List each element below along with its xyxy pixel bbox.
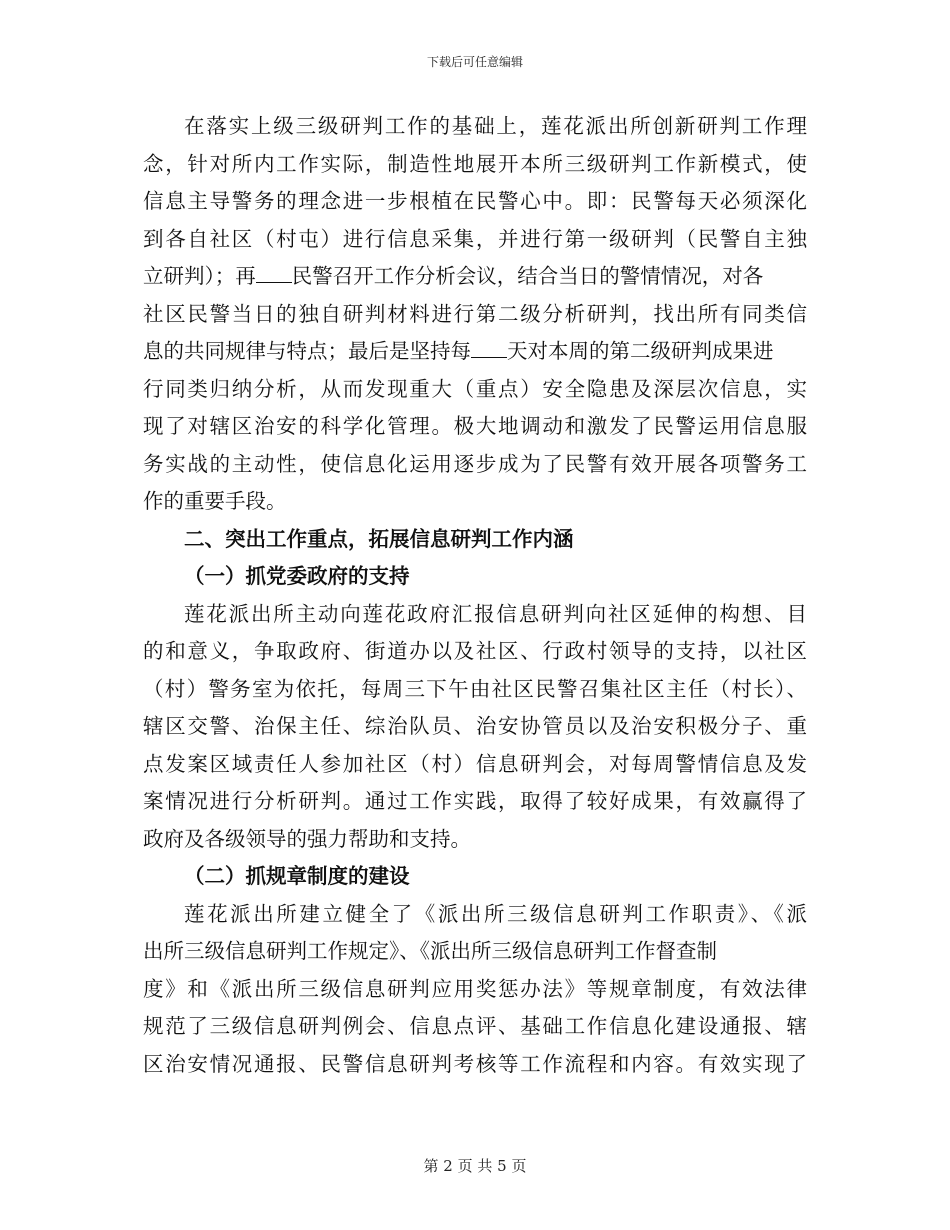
paragraph-line: 信息主导警务的理念进一步根植在民警心中。即：民警每天必须深化 <box>143 189 807 213</box>
section-heading: 二、突出工作重点，拓展信息研判工作内涵 <box>184 526 574 551</box>
subsection-heading: （一）抓党委政府的支持 <box>184 564 410 588</box>
line-text: 民警召开工作分析会议，结合当日的警情情况，对各 <box>291 264 764 288</box>
subsection-heading: （二）抓规章制度的建设 <box>184 864 410 888</box>
line-text: 立研判）；再 <box>143 264 256 288</box>
paragraph-line: （村）警务室为依托，每周三下午由社区民警召集社区主任（村长）、 <box>143 676 807 701</box>
paragraph-support <box>143 596 807 859</box>
paragraph-line: 度》和《派出所三级信息研判应用奖惩办法》等规章制度，有效法律 <box>143 976 807 1001</box>
paragraph-line: 莲花派出所主动向莲花政府汇报信息研判向社区延伸的构想、目 <box>184 601 807 626</box>
page-footer: 第 2 页 共 5 页 <box>423 1157 527 1175</box>
paragraph-line: 作的重要手段。 <box>143 489 287 513</box>
paragraph-line: 务实战的主动性，使信息化运用逐步成为了民警有效开展各项警务工 <box>143 451 807 476</box>
paragraph-line: 到各自社区（村屯）进行信息采集，并进行第一级研判（民警自主独 <box>143 226 807 251</box>
paragraph-line <box>143 258 807 296</box>
paragraph-line: 案情况进行分析研判。通过工作实践，取得了较好成果，有效赢得了 <box>143 789 807 813</box>
fill-in-blank <box>471 341 507 358</box>
paragraph-line: 点发案区域责任人参加社区（村）信息研判会，对每周警情信息及发 <box>143 751 807 776</box>
line-text: 息的共同规律与特点；最后是坚持每 <box>143 339 471 363</box>
paragraph-line: 在落实上级三级研判工作的基础上，莲花派出所创新研判工作理 <box>184 114 807 138</box>
page-header: 下载后可任意编辑 <box>426 55 523 69</box>
paragraph-line <box>143 333 807 371</box>
paragraph-line: 出所三级信息研判工作规定》、《派出所三级信息研判工作督查制 <box>143 939 717 963</box>
paragraph-line: 社区民警当日的独自研判材料进行第二级分析研判，找出所有同类信 <box>143 301 807 326</box>
fill-in-blank <box>256 266 292 283</box>
paragraph-line: 政府及各级领导的强力帮助和支持。 <box>143 826 471 851</box>
paragraph-regulations <box>143 896 807 1084</box>
paragraph-line: 区治安情况通报、民警信息研判考核等工作流程和内容。有效实现了 <box>143 1051 807 1076</box>
paragraph-line: 莲花派出所建立健全了《派出所三级信息研判工作职责》、《派 <box>184 901 807 926</box>
document-body <box>143 108 807 1083</box>
paragraph-line: 规范了三级信息研判例会、信息点评、基础工作信息化建设通报、辖 <box>143 1014 807 1038</box>
paragraph-line: 行同类归纳分析，从而发现重大（重点）安全隐患及深层次信息，实 <box>143 376 807 401</box>
line-text: 天对本周的第二级研判成果进 <box>507 339 774 363</box>
paragraph-line: 念，针对所内工作实际，制造性地展开本所三级研判工作新模式，使 <box>143 151 807 176</box>
paragraph-line: 的和意义，争取政府、街道办以及社区、行政村领导的支持，以社区 <box>143 639 807 663</box>
paragraph-line: 辖区交警、治保主任、综治队员、治安协管员以及治安积极分子、重 <box>143 714 807 738</box>
paragraph-line: 现了对辖区治安的科学化管理。极大地调动和激发了民警运用信息服 <box>143 414 807 438</box>
paragraph-intro <box>143 108 807 521</box>
